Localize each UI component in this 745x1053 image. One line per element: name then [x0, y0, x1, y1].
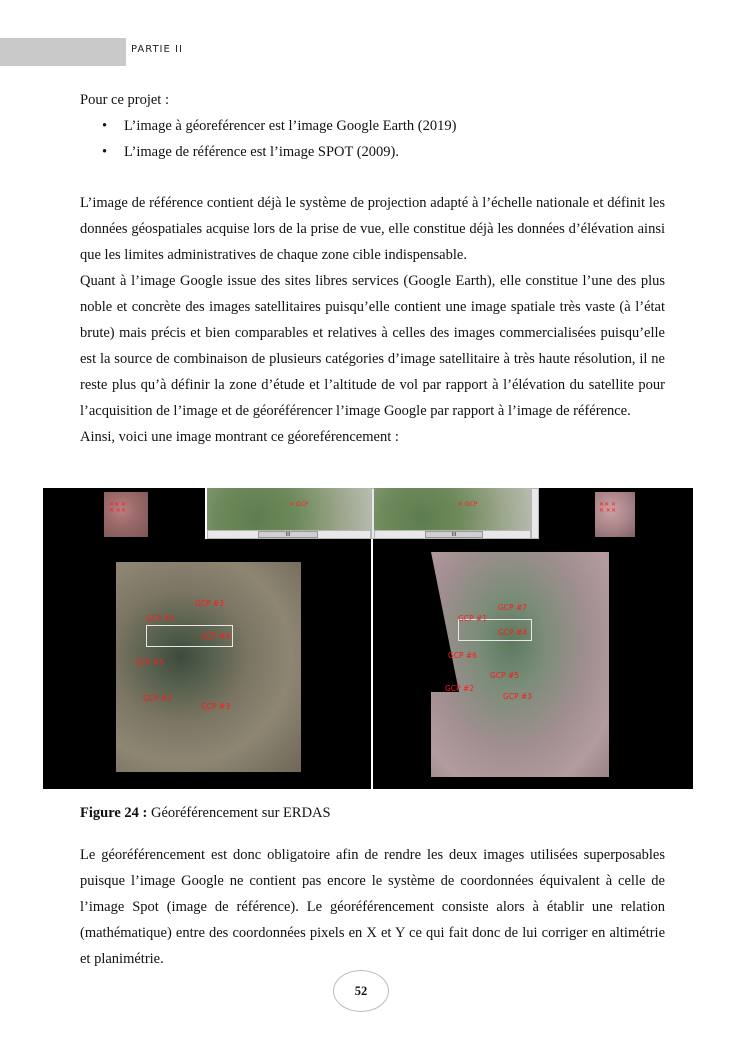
gcp-marker: GCP #3: [503, 692, 533, 701]
page-number: 52: [333, 970, 389, 1012]
scrollbar-thumb[interactable]: III: [425, 531, 483, 538]
gcp-marker: GCP #3: [195, 599, 225, 608]
bullet-icon: •: [102, 118, 108, 134]
paragraph: Le géoréférencement est donc obligatoire afin de rendre les deux images utilisées superposables puisque l’image Google ne contient pas encore le système de coordonnées équivalent à celle de l’image Spot (image de référence). Le géoréférencement consiste alors à établir une relation (mathématique) entre des coordonnées pixels en X et Y ce qui fait donc de lui corriger en altimétrie et planimétrie.: [80, 847, 665, 967]
intro-block: [80, 87, 665, 165]
gcp-marker: ✕ GCP: [458, 501, 478, 508]
gcp-marker: GCP #2: [445, 684, 475, 693]
gcp-marker: ✕ GCP: [289, 501, 309, 508]
body-section-2: [80, 842, 665, 972]
google-earth-image: [116, 562, 301, 772]
left-zoom-pane: [207, 488, 371, 539]
gcp-marker: GCP #1: [458, 614, 488, 623]
gcp-marker: GCP #4: [498, 628, 528, 637]
vertical-scrollbar[interactable]: [531, 488, 539, 539]
bullet-icon: •: [102, 144, 108, 160]
gcp-marker: GCP #3: [201, 702, 231, 711]
gcp-marker-cluster: ✕✕ ✕ ✕ ✕✕: [599, 501, 616, 514]
gcp-marker: GCP #2: [143, 694, 173, 703]
figure-caption: [80, 805, 331, 822]
gcp-marker: GCP #5: [135, 658, 165, 667]
gcp-marker: GCP #1: [146, 614, 176, 623]
caption-label: Figure 24 :: [80, 805, 148, 821]
intro-lead: Pour ce projet :: [80, 92, 169, 108]
left-overview-pane: [43, 488, 205, 539]
header-bar: [0, 38, 126, 66]
body-section-1: [80, 190, 665, 450]
horizontal-scrollbar[interactable]: [374, 530, 531, 539]
caption-text: Géoréférencement sur ERDAS: [147, 805, 331, 821]
gcp-marker: GCP #5: [490, 671, 520, 680]
bullet-item: [80, 113, 665, 139]
horizontal-scrollbar[interactable]: [207, 530, 371, 539]
right-zoom-pane: [374, 488, 531, 539]
viewer-divider: [371, 539, 373, 789]
image-edge-mask: [431, 552, 459, 692]
paragraph: Ainsi, voici une image montrant ce géoreférencement :: [80, 429, 399, 445]
section-header: PARTIE II: [131, 44, 183, 55]
paragraph: Quant à l’image Google issue des sites libres services (Google Earth), elle constitue l’une des plus noble et concrète des images satellitaires puisqu’elle contient une image spatiale très vaste (à l’état brute) mais précis et bien comparables et relatives à celles des images commercialisées puisqu’elle est la source de combinaison de plusieurs catégories d’image satellitaire à très haute résolution, il ne reste plus qu’à définir la zone d’étude et l’altitude de vol par rapport à l’élévation du satellite pour l’acquisition de l’image et de géoréférencer l’image Google par rapport à l’image de référence.: [80, 273, 665, 419]
bullet-item: [80, 139, 665, 165]
gcp-marker-cluster: ✕✕ ✕ ✕ ✕✕: [109, 501, 126, 514]
scrollbar-thumb[interactable]: III: [258, 531, 318, 538]
right-overview-pane: [539, 488, 693, 539]
bullet-text: L’image de référence est l’image SPOT (2009).: [124, 144, 400, 160]
right-overview-image: [595, 492, 635, 537]
bullet-text: L’image à géoreférencer est l’image Google Earth (2019): [124, 118, 457, 134]
paragraph: L’image de référence contient déjà le système de projection adapté à l’échelle nationale et définit les données géospatiales acquise lors de la prise de vue, elle constitue déjà les données d’élévation ainsi que les limites administratives de chaque zone cible indispensable.: [80, 195, 665, 263]
gcp-marker: GCP #6: [448, 651, 478, 660]
gcp-marker: GCP #4: [201, 632, 231, 641]
gcp-marker: GCP #7: [498, 603, 528, 612]
left-overview-image: [104, 492, 148, 537]
erdas-georeferencing-figure: [43, 487, 693, 789]
overview-strip: [43, 487, 693, 539]
